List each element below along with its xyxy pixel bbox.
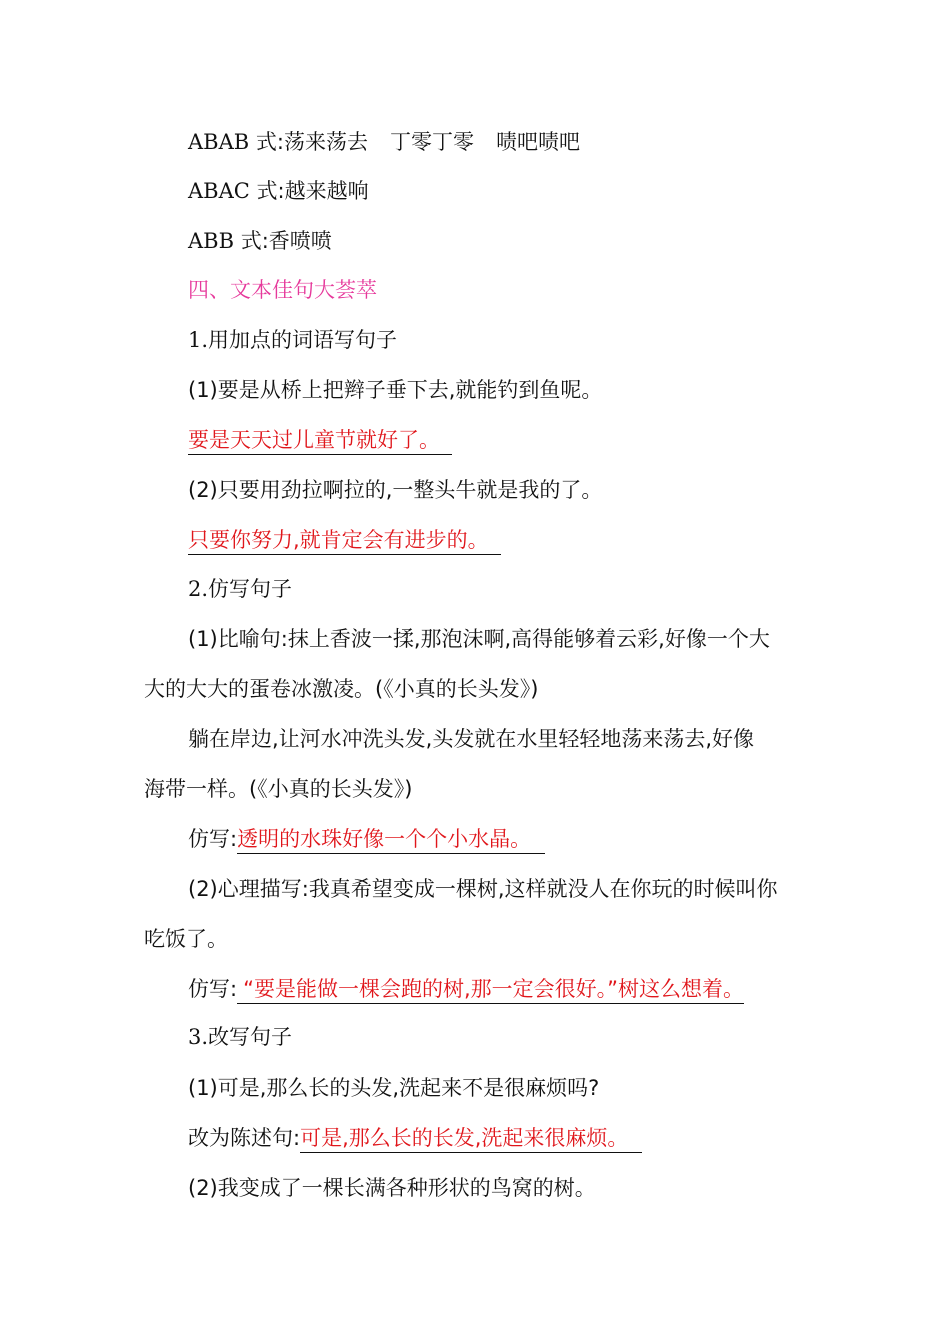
- pattern-abb-label: ABB: [188, 229, 235, 253]
- q2-item2-line1: (2)心理描写:我真希望变成一棵树,这样就没人在你玩的时候叫你: [188, 877, 778, 901]
- q2-item1-line4: 海带一样。(《小真的长头发》): [144, 777, 413, 801]
- pattern-abb-words: 式:香喷喷: [234, 229, 332, 253]
- q1-item2-text: (2)只要用劲拉啊拉的,一整头牛就是我的了。: [188, 478, 603, 502]
- q1-item1-answer-line: [188, 425, 452, 455]
- q3-item2-text: (2)我变成了一棵长满各种形状的鸟窝的树。: [188, 1176, 596, 1200]
- pattern-abab-word2: 丁零丁零: [389, 130, 474, 154]
- q2-item1-answer: 透明的水珠好像一个个小水晶。: [237, 825, 545, 854]
- q3-item1-prompt: 改为陈述句:: [188, 1126, 301, 1150]
- pattern-abab-word3: 啧吧啧吧: [495, 130, 580, 154]
- pattern-abac-label: ABAC: [188, 179, 250, 203]
- q2-item1-line3: 躺在岸边,让河水冲洗头发,头发就在水里轻轻地荡来荡去,好像: [188, 727, 755, 751]
- pattern-abb-line: [188, 226, 332, 256]
- q3-item1-text: (1)可是,那么长的头发,洗起来不是很麻烦吗?: [188, 1076, 600, 1100]
- q2-item1-prompt: 仿写:: [188, 827, 238, 851]
- q3-item1-rewrite-line: [188, 1123, 642, 1153]
- question-1-title: 1.用加点的词语写句子: [188, 328, 398, 352]
- q2-item2-imitate-line: [188, 974, 744, 1004]
- pattern-abac-words: 式:越来越响: [249, 179, 369, 203]
- section-heading: 四、文本佳句大荟萃: [188, 278, 377, 302]
- pattern-abab-label: ABAB: [188, 130, 250, 154]
- question-2-title: 2.仿写句子: [188, 577, 293, 601]
- q1-item2-answer: 只要你努力,就肯定会有进步的。: [188, 526, 501, 555]
- q2-item1-line2: 大的大大的蛋卷冰激凌。(《小真的长头发》): [144, 677, 539, 701]
- q3-item1-answer: 可是,那么长的长发,洗起来很麻烦。: [300, 1124, 642, 1153]
- q2-item2-answer: “要是能做一棵会跑的树,那一定会很好。”树这么想着。: [237, 975, 744, 1004]
- q1-item2-answer-line: [188, 525, 501, 555]
- q1-item1-answer: 要是天天过儿童节就好了。: [188, 426, 452, 455]
- question-3-title: 3.改写句子: [188, 1025, 293, 1049]
- pattern-abab-word1: 式:荡来荡去: [249, 130, 368, 154]
- q2-item2-prompt: 仿写:: [188, 977, 238, 1001]
- q2-item2-line2: 吃饭了。: [144, 927, 228, 951]
- q1-item1-text: (1)要是从桥上把辫子垂下去,就能钓到鱼呢。: [188, 378, 603, 402]
- pattern-abab-line: [188, 127, 580, 157]
- q2-item1-line1: (1)比喻句:抹上香波一揉,那泡沫啊,高得能够着云彩,好像一个大: [188, 627, 770, 651]
- q2-item1-imitate-line: [188, 824, 545, 854]
- pattern-abac-line: [188, 176, 369, 206]
